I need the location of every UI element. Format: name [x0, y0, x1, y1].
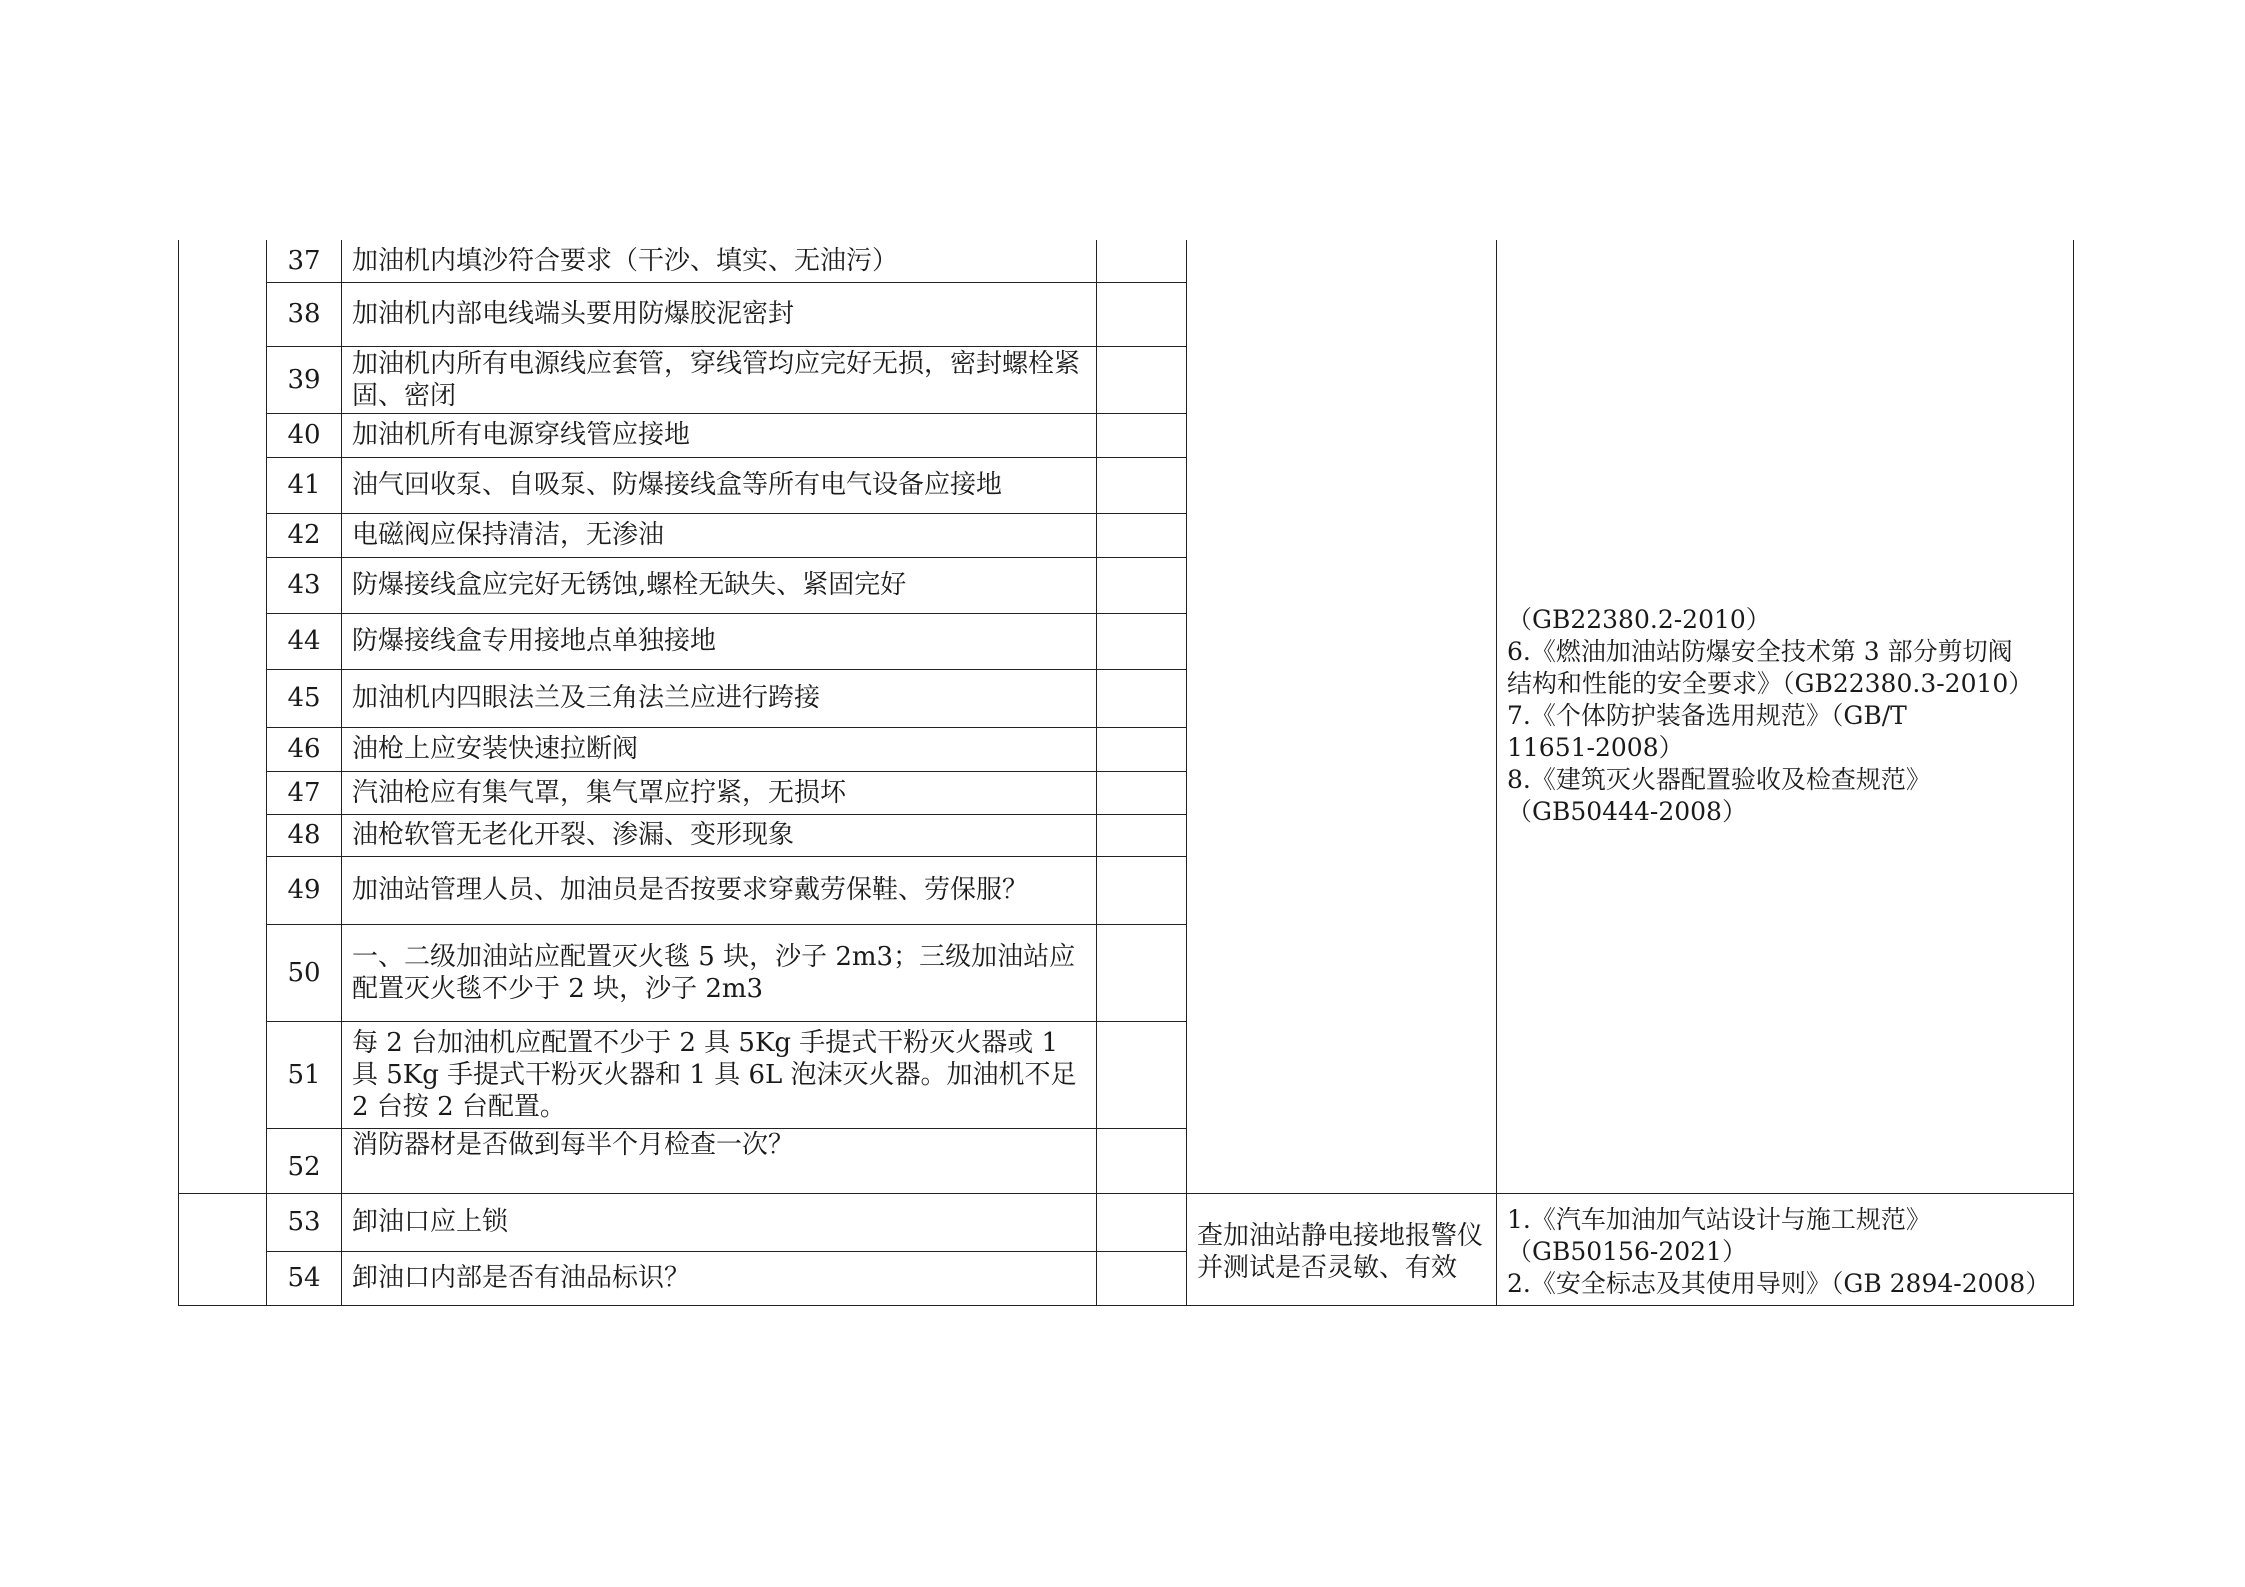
result-cell — [1097, 727, 1187, 771]
item-number: 53 — [267, 1193, 342, 1251]
item-text: 加油机所有电源穿线管应接地 — [342, 413, 1097, 457]
item-number: 43 — [267, 557, 342, 613]
item-number: 47 — [267, 771, 342, 814]
basis-line: 7.《个体防护装备选用规范》（GB/T — [1507, 701, 1907, 731]
result-cell — [1097, 669, 1187, 727]
result-cell — [1097, 1021, 1187, 1128]
item-number: 41 — [267, 457, 342, 513]
result-cell — [1097, 557, 1187, 613]
basis-line: 8.《建筑灭火器配置验收及检查规范》 — [1507, 765, 1931, 795]
item-number: 51 — [267, 1021, 342, 1128]
item-number: 37 — [267, 240, 342, 282]
result-cell — [1097, 1251, 1187, 1305]
basis-line: （GB22380.2-2010） — [1507, 605, 1771, 635]
item-text: 加油机内填沙符合要求（干沙、填实、无油污） — [342, 240, 1097, 282]
table-row — [179, 1193, 2074, 1251]
item-number: 40 — [267, 413, 342, 457]
item-text: 汽油枪应有集气罩，集气罩应拧紧，无损坏 — [342, 771, 1097, 814]
basis-cell — [1497, 1193, 2074, 1305]
result-cell — [1097, 856, 1187, 924]
item-number: 44 — [267, 613, 342, 669]
result-cell — [1097, 1128, 1187, 1193]
result-cell — [1097, 513, 1187, 557]
basis-line: 6.《燃油加油站防爆安全技术第 3 部分剪切阀 — [1507, 637, 2013, 667]
item-text: 加油机内部电线端头要用防爆胶泥密封 — [342, 282, 1097, 346]
item-text: 电磁阀应保持清洁，无渗油 — [342, 513, 1097, 557]
result-cell — [1097, 1193, 1187, 1251]
basis-line: （GB50444-2008） — [1507, 797, 1747, 827]
item-number: 46 — [267, 727, 342, 771]
item-text: 油枪上应安装快速拉断阀 — [342, 727, 1097, 771]
item-text: 加油站管理人员、加油员是否按要求穿戴劳保鞋、劳保服？ — [342, 856, 1097, 924]
basis-cell — [1497, 240, 2074, 1193]
item-text: 消防器材是否做到每半个月检查一次？ — [342, 1128, 1097, 1193]
item-text: 防爆接线盒专用接地点单独接地 — [342, 613, 1097, 669]
basis-line: 2.《安全标志及其使用导则》（GB 2894-2008） — [1507, 1269, 2051, 1298]
item-number: 49 — [267, 856, 342, 924]
result-cell — [1097, 282, 1187, 346]
table-row — [179, 240, 2074, 282]
item-number: 54 — [267, 1251, 342, 1305]
item-number: 48 — [267, 814, 342, 856]
category-cell — [179, 240, 267, 1193]
result-cell — [1097, 814, 1187, 856]
result-cell — [1097, 240, 1187, 282]
basis-line: 结构和性能的安全要求》（GB22380.3-2010） — [1507, 669, 2034, 699]
result-cell — [1097, 613, 1187, 669]
item-text: 防爆接线盒应完好无锈蚀,螺栓无缺失、紧固完好 — [342, 557, 1097, 613]
result-cell — [1097, 924, 1187, 1021]
item-text: 加油机内所有电源线应套管，穿线管均应完好无损，密封螺栓紧固、密闭 — [342, 346, 1097, 413]
result-cell — [1097, 413, 1187, 457]
result-cell — [1097, 457, 1187, 513]
item-number: 39 — [267, 346, 342, 413]
item-number: 52 — [267, 1128, 342, 1193]
item-number: 42 — [267, 513, 342, 557]
inspection-checklist-table — [178, 240, 2074, 1306]
item-text: 卸油口应上锁 — [342, 1193, 1097, 1251]
result-cell — [1097, 346, 1187, 413]
item-text: 每 2 台加油机应配置不少于 2 具 5Kg 手提式干粉灭火器或 1 具 5Kg 手提式干粉灭火器和 1 具 6L 泡沫灭火器。加油机不足 2 台按 2 台配置。 — [342, 1021, 1097, 1128]
category-cell — [179, 1193, 267, 1305]
item-number: 50 — [267, 924, 342, 1021]
item-text: 油气回收泵、自吸泵、防爆接线盒等所有电气设备应接地 — [342, 457, 1097, 513]
basis-line: （GB50156-2021） — [1507, 1237, 1747, 1266]
basis-line: 1.《汽车加油加气站设计与施工规范》 — [1507, 1205, 1931, 1234]
method-cell: 查加油站静电接地报警仪并测试是否灵敏、有效 — [1187, 1193, 1497, 1305]
result-cell — [1097, 771, 1187, 814]
item-text: 一、二级加油站应配置灭火毯 5 块，沙子 2m3；三级加油站应配置灭火毯不少于 2 块，沙子 2m3 — [342, 924, 1097, 1021]
item-number: 45 — [267, 669, 342, 727]
item-text: 加油机内四眼法兰及三角法兰应进行跨接 — [342, 669, 1097, 727]
method-cell — [1187, 240, 1497, 1193]
item-text: 油枪软管无老化开裂、渗漏、变形现象 — [342, 814, 1097, 856]
basis-line: 11651-2008） — [1507, 733, 1684, 763]
item-number: 38 — [267, 282, 342, 346]
item-text: 卸油口内部是否有油品标识？ — [342, 1251, 1097, 1305]
